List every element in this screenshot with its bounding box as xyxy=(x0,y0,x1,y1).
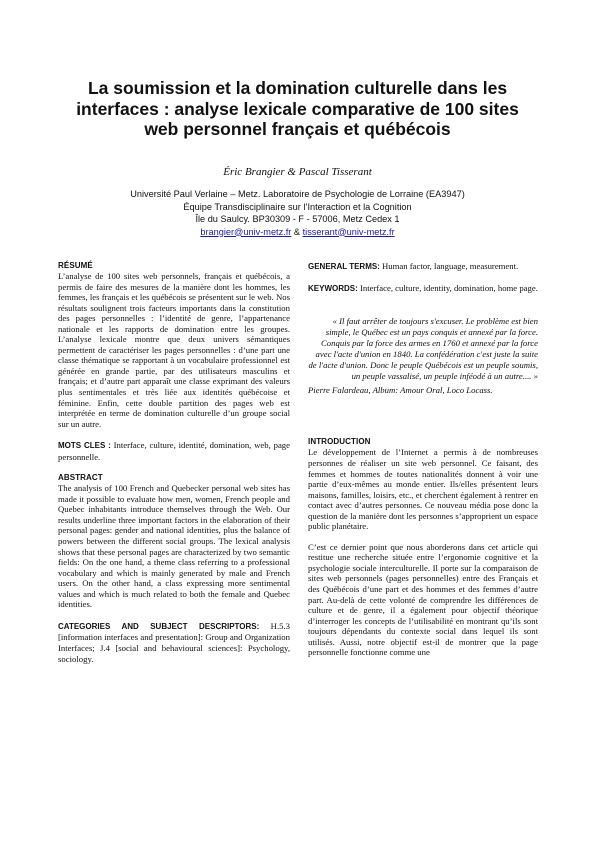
mots-cles-text: Interface, culture, identité, domination, web, page personnelle. xyxy=(58,440,290,462)
email-link-tisserant[interactable]: tisserant@univ-metz.fr xyxy=(302,226,395,237)
introduction-heading: INTRODUCTION xyxy=(308,437,371,447)
affiliation-line: Équipe Transdisciplinaire sur l’Interaction et la Cognition xyxy=(183,201,412,212)
affiliation-line: Île du Saulcy. BP30309 - F - 57006, Metz Cedex 1 xyxy=(195,214,400,224)
epigraph-source: Pierre Falardeau, Album: Amour Oral, Loco Locass. xyxy=(308,384,493,395)
title-line: interfaces : analyse lexicale comparative de 100 sites xyxy=(76,98,519,119)
title-line: La soumission et la domination culturelle dans les xyxy=(87,78,508,98)
resume-heading: RÉSUMÉ xyxy=(58,261,93,270)
abstract-heading: ABSTRACT xyxy=(58,473,103,483)
mots-cles-label: MOTS CLES : xyxy=(58,441,111,451)
affiliation xyxy=(60,188,535,238)
epigraph-quote: « Il faut arrêter de toujours s'excuser. Le problème est bien simple, le Québec est un pays conquis et annexé par la force. Conquis par la force des armes en 1760 et annexé par la force avec l'acte d'union en 1840. La confédération c'est juste la suite de l'acte d'union. Donc le peuple Québécois est un peuple soumis, un peuple vassalisé, un peuple inféodé à un autre.... » xyxy=(308,316,538,381)
keywords-text: Interface, culture, identity, domination, home page. xyxy=(357,282,538,293)
right-column xyxy=(308,261,538,658)
introduction-paragraph: Le développement de l’Internet a permis à de nombreuses personnes de réaliser un site web personnel. Ce faisant, des femmes et hommes de toutes nationalités donnent à voir une partie d’eux-mêmes au monde entier. Ils/elles présentent leurs maisons, familles, loisirs, etc., et cherchent également à rentrer en contact avec d’autres personnes. Ce nouveau média pose donc la question de la manière dont les personnes s’approprient un espace public planétaire. xyxy=(308,447,538,532)
general-terms-text: Human factor, language, measurement. xyxy=(379,261,519,271)
authors: Éric Brangier & Pascal Tisserant xyxy=(223,166,372,178)
affiliation-line: Université Paul Verlaine – Metz. Laboratoire de Psychologie de Lorraine (EA3947) xyxy=(130,189,465,199)
email-line xyxy=(60,226,535,239)
abstract-text: The analysis of 100 French and Quebecker personal web sites has made it possible to evaluate how men, women, French people and Quebec inhabitants introduce themselves through the Web. Our results underline three important factors in the elaboration of their personal pages: gender and national identities, plus the balance of powers between the different social groups. The lexical analysis shows that these personal pages are characterized by two semantic fields: On the one hand, a theme class referring to a professional vocabulary and which is mainly generated by male and French users. On the other hand, a class expressing more sentimental values and which is much related to both the female and Quebec identities. xyxy=(58,483,290,610)
left-column xyxy=(58,261,290,664)
general-terms xyxy=(308,261,538,273)
email-link-brangier[interactable]: brangier@univ-metz.fr xyxy=(200,226,292,237)
categories-label: CATEGORIES AND SUBJECT DESCRIPTORS: xyxy=(58,621,260,631)
resume-text: L’analyse de 100 sites web personnels, français et québécois, a permis de faire des mesures de la manière dont les hommes, les femmes, les français et les québécois se présentent sur le web. Nos résultats soulignent trois facteurs importants dans la constitution des pages personnelles : l’identité de genre, l’appartenance nationale et les rapports de domination entre les groupes. L’analyse lexicale montre que deux univers sémantiques permettent de caractériser les pages personnelles : d’une part une classe thématique se rapportant à un vocabulaire professionnel est générée en grande partie, par des utilisateurs masculins et français; et d’autre part apparaît une classe exprimant des valeurs plus sentimentales et très liée aux identités québécoise et féminine. Enfin, cette double partition des pages web est interprétée en terme de domination culturelle d’un groupe social sur un autre. xyxy=(58,271,290,429)
general-terms-label: GENERAL TERMS: xyxy=(308,262,380,271)
title-line: web personnel français et québécois xyxy=(144,119,451,139)
paper-title xyxy=(60,78,535,140)
categories xyxy=(58,621,290,664)
introduction-paragraph: C’est ce dernier point que nous aborderons dans cet article qui restitue une recherche située entre l’ergonomie cognitive et la psychologie sociale interculturelle. Il porte sur la comparaison de sites web personnels (pages personnelles) entre des Français et des Québécois d’une part et des hommes et des femmes d’autre part. Au-delà de cette volonté de comprendre les différences de culture et de genre, il a également pour objectif théorique d’interroger les concepts de l’utilisabilité en montrant qu’ils sont toujours dépendants du contexte social dans lequel ils sont utilisés. Aussi, notre objectif est-il de montrer que la page personnelle fonctionne comme une xyxy=(308,541,538,658)
email-separator: & xyxy=(291,226,303,237)
keywords-label: KEYWORDS: xyxy=(308,283,358,293)
keywords xyxy=(308,283,538,295)
mots-cles xyxy=(58,440,290,462)
categories-text: H.5.3 [information interfaces and presentation]: Group and Organization Interfaces; J.4 [social and behavioural sciences]: Psychology, sociology. xyxy=(58,620,290,664)
